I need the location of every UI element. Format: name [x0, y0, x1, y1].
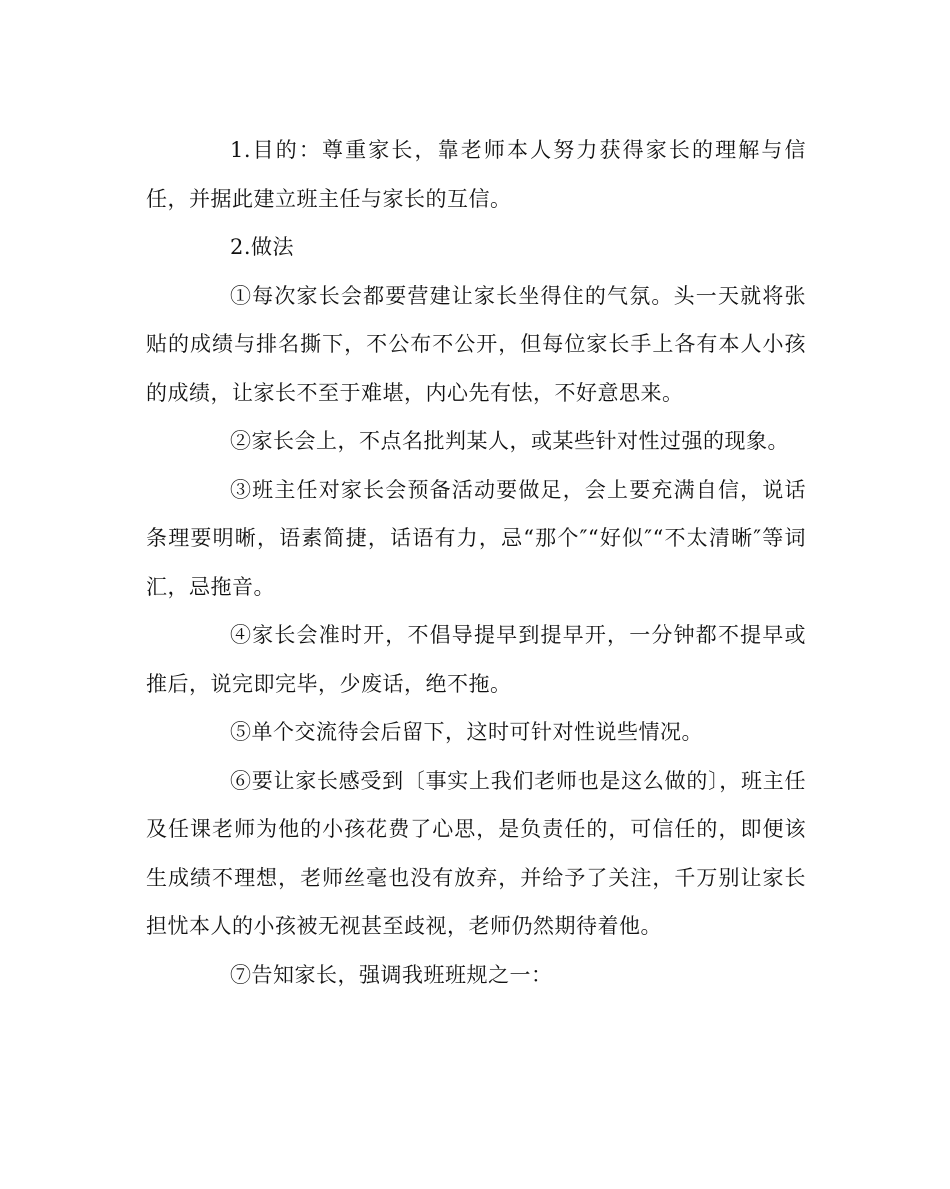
- paragraph-item-7: ⑦告知家长，强调我班班规之一：: [230, 962, 553, 987]
- paragraph-method-heading: 2.做法: [230, 235, 295, 259]
- paragraph-item-4: ④家长会准时开，不倡导提早到提早开，一分钟都不提早或推后，说完即完毕，少废话，绝不拖。: [146, 623, 806, 696]
- paragraph-item-6: ⑥要让家长感受到〔事实上我们老师也是这么做的〕，班主任及任课老师为他的小孩花费了心思，是负责任的，可信任的，即便该生成绩不理想，老师丝毫也没有放弃，并给予了关注，千万别让家长担忧本人的小孩被无视甚至歧视，老师仍然期待着他。: [146, 768, 806, 938]
- paragraph-item-5: ⑤单个交流待会后留下，这时可针对性说些情况。: [230, 720, 703, 744]
- paragraph-item-1: ①每次家长会都要营建让家长坐得住的气氛。头一天就将张贴的成绩与排名撕下，不公布不公开，但每位家长手上各有本人小孩的成绩，让家长不至于难堪，内心先有怯，不好意思来。: [146, 283, 806, 405]
- paragraph-item-3: ③班主任对家长会预备活动要做足，会上要充满自信，说话条理要明晰，语素简捷，话语有力，忌“那个″“好似″“不太清晰″等词汇，忌拖音。: [146, 477, 806, 599]
- document-body: [146, 126, 806, 999]
- paragraph-item-2: ②家长会上，不点名批判某人，或某些针对性过强的现象。: [230, 429, 789, 453]
- paragraph-purpose: 1.目的：尊重家长，靠老师本人努力获得家长的理解与信任，并据此建立班主任与家长的互信。: [146, 138, 806, 211]
